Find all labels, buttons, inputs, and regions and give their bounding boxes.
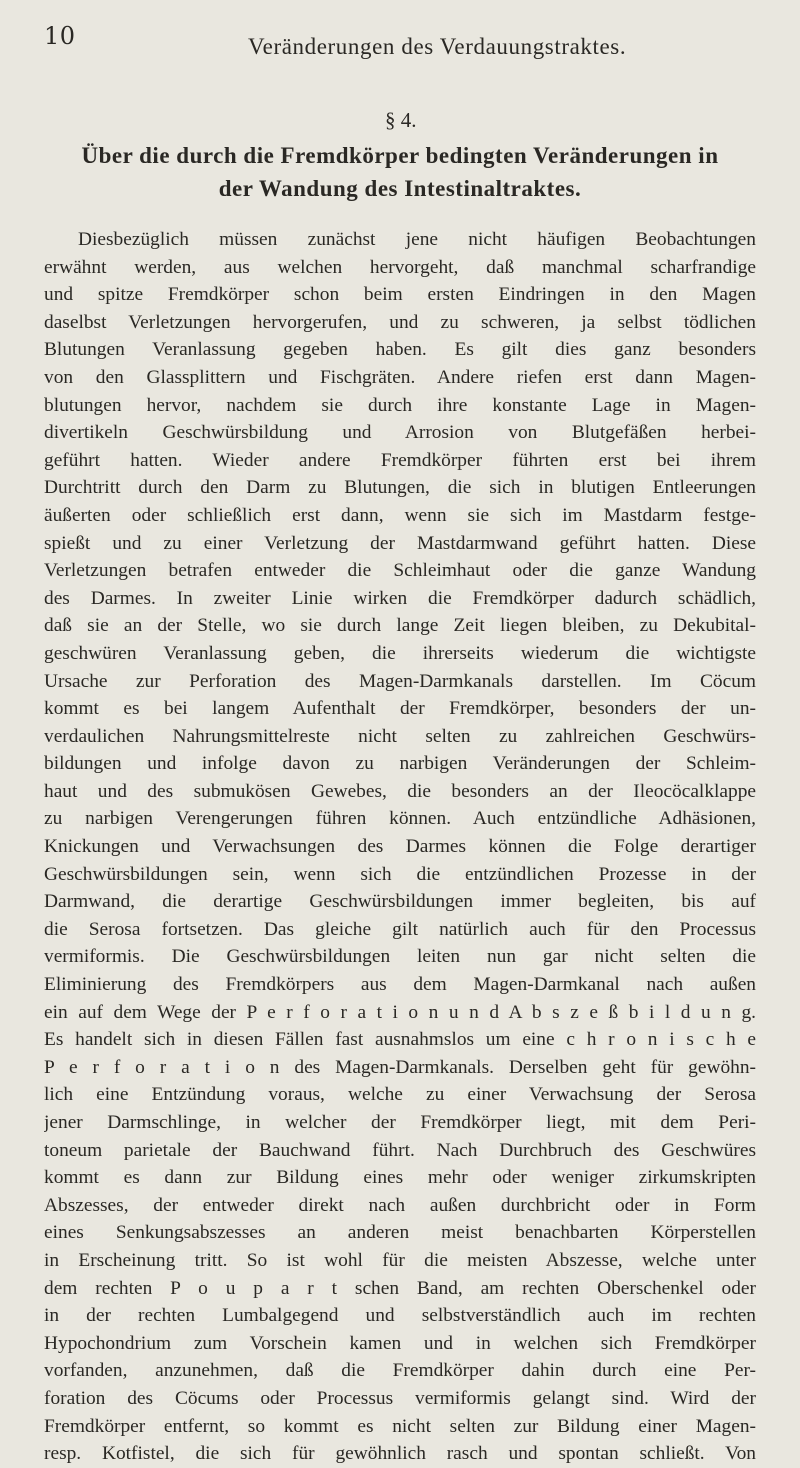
- text-line: foration des Cöcums oder Processus vermiformis gelangt sind. Wird der: [44, 1387, 756, 1409]
- text-line: die Serosa fortsetzen. Das gleiche gilt natürlich auch für den Processus: [44, 918, 756, 940]
- text-line: Es handelt sich in diesen Fällen fast ausnahmslos um eine c h r o n i s c h e: [44, 1029, 756, 1051]
- text-line: Blutungen Veranlassung gegeben haben. Es gilt dies ganz besonders: [44, 339, 756, 361]
- text-line: in Erscheinung tritt. So ist wohl für die meisten Abszesse, welche unter: [44, 1249, 756, 1271]
- text-line: ein auf dem Wege der P e r f o r a t i o n u n d A b s z e ß b i l d u n g.: [44, 1001, 756, 1023]
- text-line: P e r f o r a t i o n des Magen-Darmkanals. Derselben geht für gewöhn-: [44, 1056, 756, 1078]
- text-line: spießt und zu einer Verletzung der Mastdarmwand geführt hatten. Diese: [44, 532, 756, 554]
- section-heading-line-1: Über die durch die Fremdkörper bedingten Veränderungen in: [81, 143, 719, 168]
- text-line: zu narbigen Verengerungen führen können. Auch entzündliche Adhäsionen,: [44, 808, 756, 830]
- text-line: Ursache zur Perforation des Magen-Darmkanals darstellen. Im Cöcum: [44, 670, 756, 692]
- running-title: Veränderungen des Verdauungstraktes.: [248, 34, 627, 59]
- text-line: divertikeln Geschwürsbildung und Arrosion von Blutgefäßen herbei-: [44, 422, 756, 444]
- text-line: in der rechten Lumbalgegend und selbstverständlich auch im rechten: [44, 1305, 756, 1327]
- text-line: Geschwürsbildungen sein, wenn sich die entzündlichen Prozesse in der: [44, 863, 756, 885]
- text-line: kommt es dann zur Bildung eines mehr oder weniger zirkumskripten: [44, 1167, 756, 1189]
- section-mark: § 4.: [385, 108, 417, 132]
- text-line: eines Senkungsabszesses an anderen meist benachbarten Körperstellen: [44, 1222, 756, 1244]
- text-line: erwähnt werden, aus welchen hervorgeht, daß manchmal scharfrandige: [44, 256, 756, 278]
- page-number: 10: [44, 22, 76, 50]
- text-line: Verletzungen betrafen entweder die Schleimhaut oder die ganze Wandung: [44, 560, 756, 582]
- body-text: [44, 226, 756, 1468]
- text-line: blutungen hervor, nachdem sie durch ihre konstante Lage in Magen-: [44, 394, 756, 416]
- text-line: des Darmes. In zweiter Linie wirken die Fremdkörper dadurch schädlich,: [44, 587, 756, 609]
- text-line: vermiformis. Die Geschwürsbildungen leiten nun gar nicht selten die: [44, 946, 756, 968]
- text-line: äußerten oder schließlich erst dann, wenn sie sich im Mastdarm festge-: [44, 504, 756, 526]
- text-line: Darmwand, die derartige Geschwürsbildungen immer begleiten, bis auf: [44, 891, 756, 913]
- text-line: Hypochondrium zum Vorschein kamen und in welchen sich Fremdkörper: [44, 1332, 756, 1354]
- text-line: daß sie an der Stelle, wo sie durch lange Zeit liegen bleiben, zu Dekubital-: [44, 615, 756, 637]
- text-line: bildungen und infolge davon zu narbigen Veränderungen der Schleim-: [44, 753, 756, 775]
- text-line: von den Glassplittern und Fischgräten. Andere riefen erst dann Magen-: [44, 366, 756, 388]
- text-line: jener Darmschlinge, in welcher der Fremdkörper liegt, mit dem Peri-: [44, 1112, 756, 1133]
- text-line: Durchtritt durch den Darm zu Blutungen, die sich in blutigen Entleerungen: [44, 477, 756, 499]
- text-line: geschwüren Veranlassung geben, die ihrerseits wiederum die wichtigste: [44, 642, 756, 664]
- text-line: verdaulichen Nahrungsmittelreste nicht selten zu zahlreichen Geschwürs-: [44, 725, 756, 747]
- text-line: und spitze Fremdkörper schon beim ersten Eindringen in den Magen: [44, 284, 756, 306]
- text-line: Knickungen und Verwachsungen des Darmes können die Folge derartiger: [44, 836, 756, 858]
- text-line: haut und des submukösen Gewebes, die besonders an der Ileocöcalklappe: [44, 780, 756, 802]
- text-line: kommt es bei langem Aufenthalt der Fremdkörper, besonders der un-: [44, 698, 756, 720]
- text-line: daselbst Verletzungen hervorgerufen, und zu schweren, ja selbst tödlichen: [44, 311, 756, 333]
- text-line: toneum parietale der Bauchwand führt. Nach Durchbruch des Geschwüres: [44, 1139, 756, 1161]
- text-line: resp. Kotfistel, die sich für gewöhnlich rasch und spontan schließt. Von: [44, 1443, 756, 1465]
- text-line: lich eine Entzündung voraus, welche zu einer Verwachsung der Serosa: [44, 1084, 756, 1106]
- text-line: Abszesses, der entweder direkt nach außen durchbricht oder in Form: [44, 1194, 756, 1216]
- text-line: Eliminierung des Fremdkörpers aus dem Magen-Darmkanal nach außen: [44, 974, 756, 996]
- text-line: Fremdkörper entfernt, so kommt es nicht selten zur Bildung einer Magen-: [44, 1415, 756, 1437]
- section-heading-line-2: der Wandung des Intestinaltraktes.: [218, 176, 582, 201]
- text-line: geführt hatten. Wieder andere Fremdkörper führten erst bei ihrem: [44, 449, 756, 471]
- text-line: dem rechten P o u p a r t schen Band, am rechten Oberschenkel oder: [44, 1277, 756, 1299]
- text-line: vorfanden, anzunehmen, daß die Fremdkörper dahin durch eine Per-: [44, 1360, 756, 1382]
- text-line: Diesbezüglich müssen zunächst jene nicht häufigen Beobachtungen: [78, 229, 756, 250]
